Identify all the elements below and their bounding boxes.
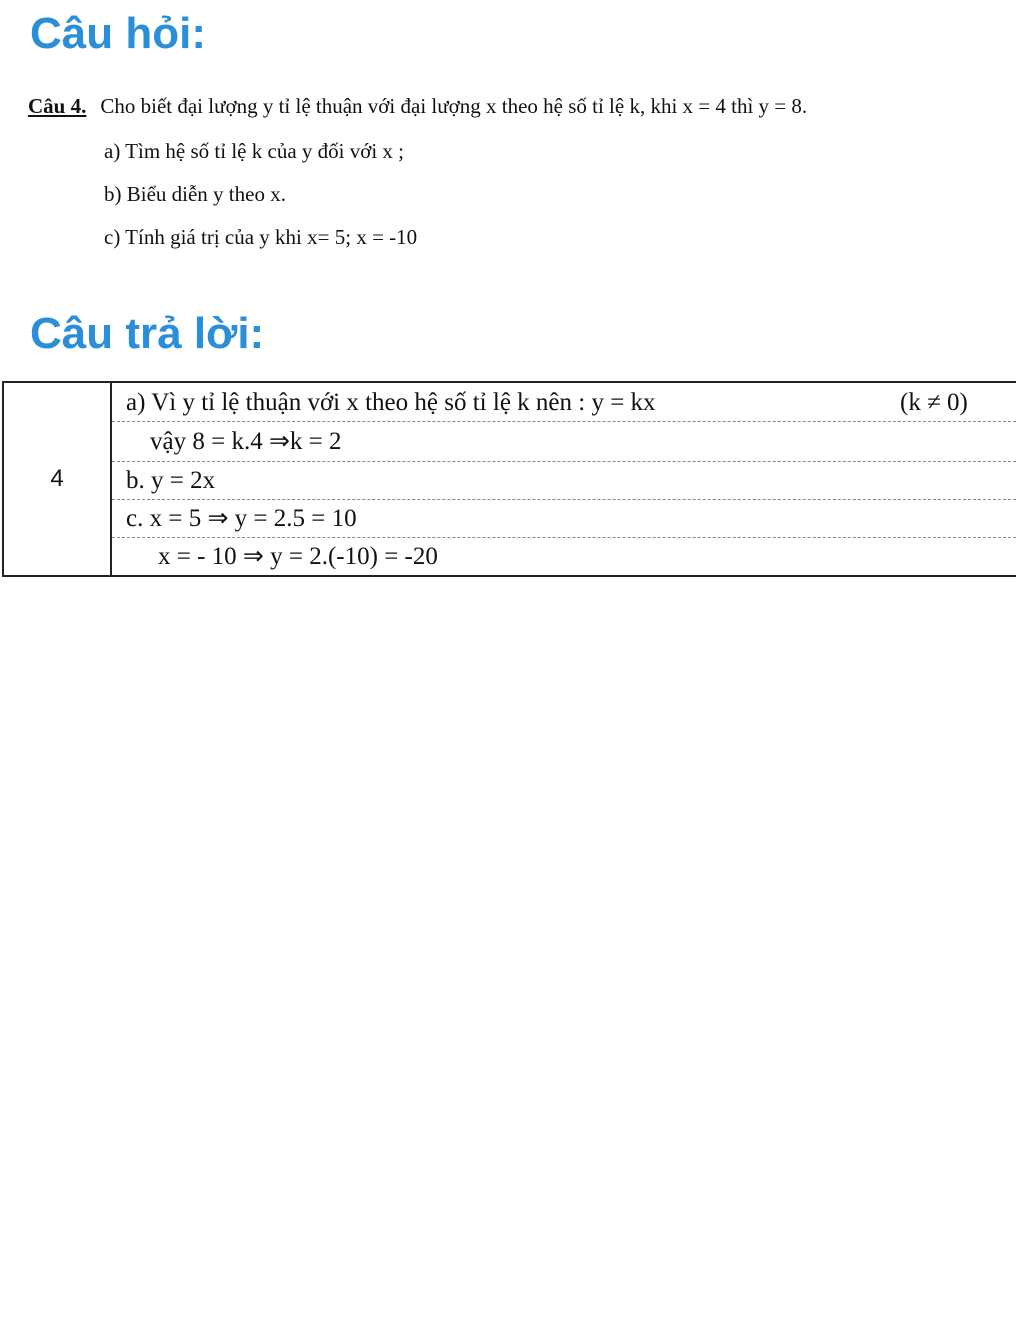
question-part-c: c) Tính giá trị của y khi x= 5; x = -10 [104,225,418,249]
answer-number-cell: 4 [4,383,112,575]
answer-table [2,381,1016,577]
answer-row-a [112,383,1016,422]
answer-rows [112,383,1016,575]
question-part-b: b) Biểu diễn y theo x. [104,182,286,206]
answer-row-a-condition: (k ≠ 0) [900,388,968,416]
question-intro [28,96,807,117]
answer-row-b: b. y = 2x [112,462,1016,500]
question-number: Câu 4. [28,94,87,118]
answer-row-c-second: x = - 10 ⇒ y = 2.(-10) = -20 [158,543,438,570]
answer-row-c: c. x = 5 ⇒ y = 2.5 = 10 [112,500,1016,538]
answer-row-k-value: vậy 8 = k.4 ⇒k = 2 [112,422,1016,462]
answer-heading: Câu trả lời: [30,309,265,358]
question-heading: Câu hỏi: [30,9,206,58]
question-part-a: a) Tìm hệ số tỉ lệ k của y đối với x ; [104,139,404,163]
question-intro-text: Cho biết đại lượng y tỉ lệ thuận với đại lượng x theo hệ số tỉ lệ k, khi x = 4 thì y = 8. [100,94,808,118]
answer-row-a-text: a) Vì y tỉ lệ thuận với x theo hệ số tỉ lệ k nên : y = kx [126,388,656,416]
